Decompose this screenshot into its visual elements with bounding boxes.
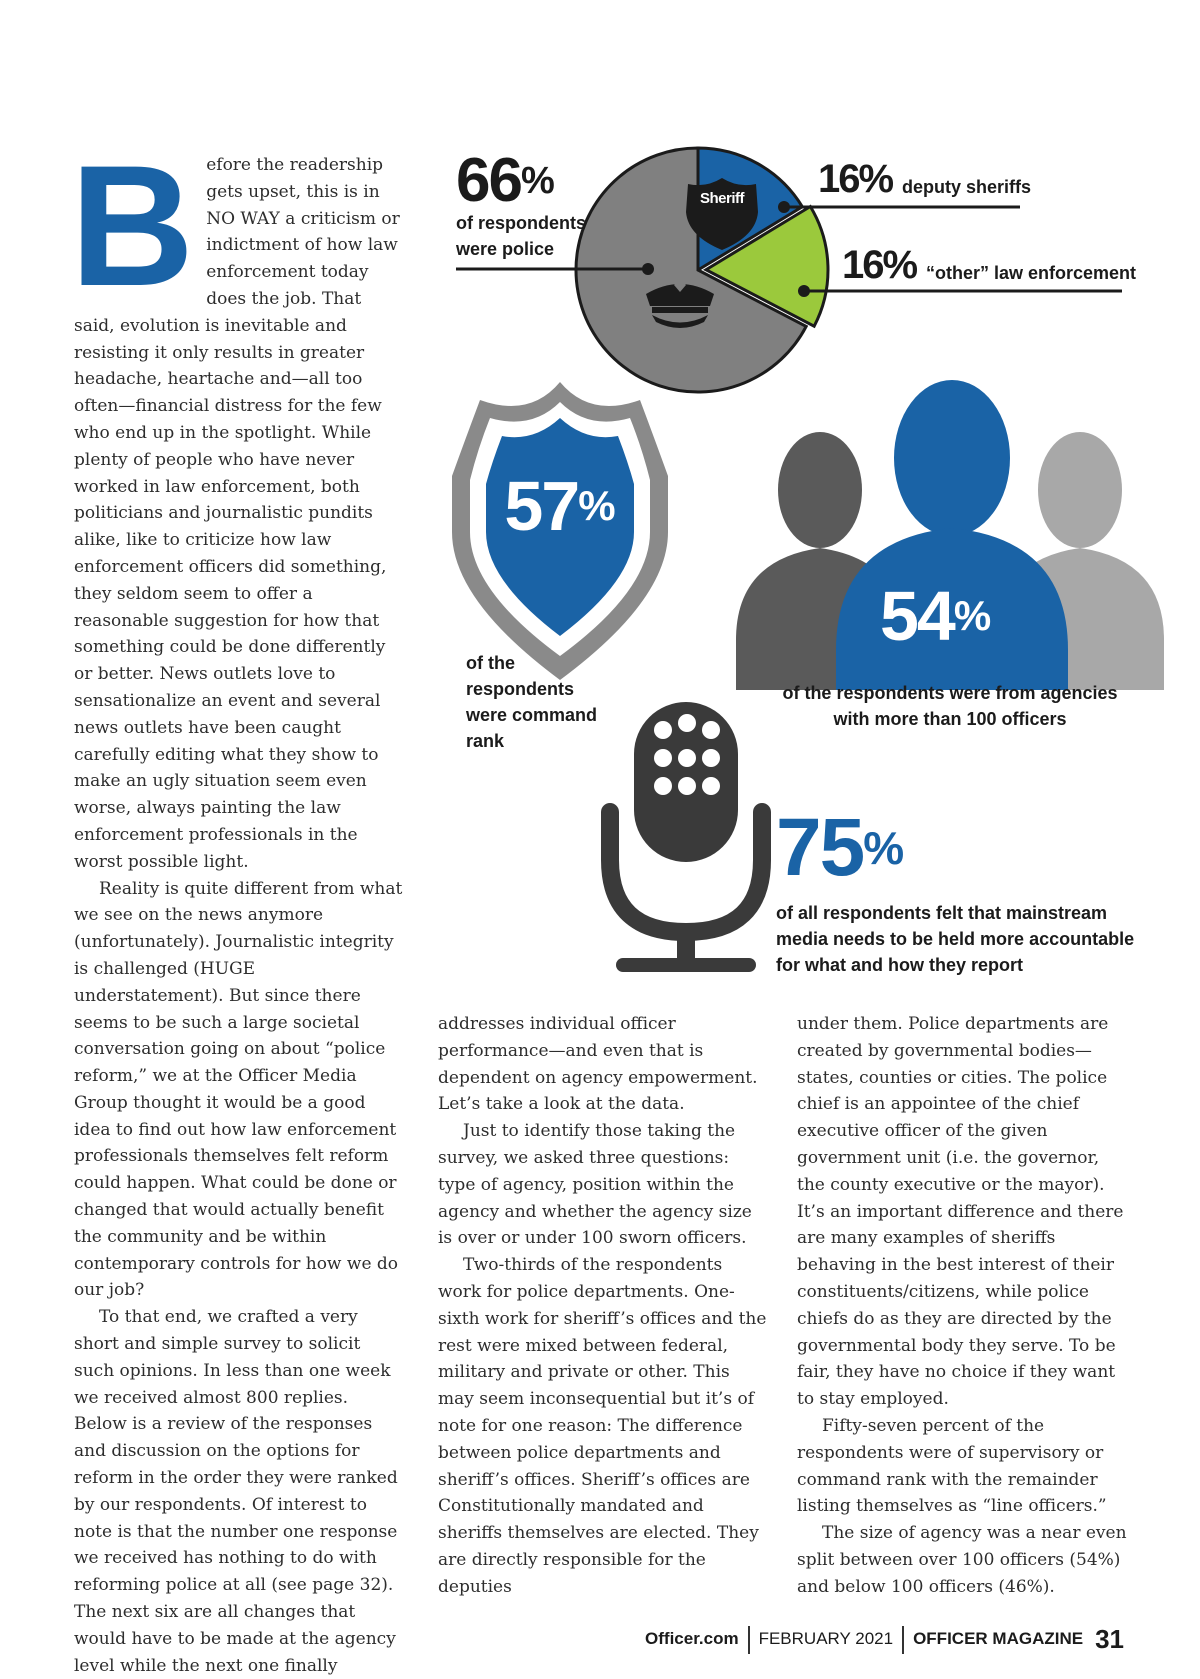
footer-divider bbox=[902, 1626, 904, 1654]
paragraph: Two-thirds of the respondents work for police departments. One-sixth work for sheriff’s offices and the rest were mixed between federal, military and private or other. This may seem inconsequential but it’s of note for one reason: The difference between police departments and sheriff’s offices. Sheriff’s offices are Constitutionally mandated and sheriffs themselves are elected. They are directly responsible for the deputies bbox=[438, 1255, 767, 1597]
article-column-2 bbox=[438, 1011, 768, 1601]
command-label: of the respondents were command rank bbox=[466, 653, 598, 751]
police-label: of respondents were police bbox=[456, 213, 587, 259]
sheriff-badge-text: Sheriff bbox=[700, 190, 745, 207]
media-percent: 75% bbox=[776, 802, 905, 893]
microphone-icon bbox=[610, 702, 762, 972]
other-label: “other” law enforcement bbox=[926, 263, 1137, 283]
other-percent: 16% bbox=[842, 243, 917, 287]
paragraph: Just to identify those taking the survey, we asked three questions: type of agency, position within the agency and whether the agency size is over or under 100 sworn officers. bbox=[438, 1121, 752, 1249]
deputy-percent: 16% bbox=[818, 157, 893, 201]
footer-site: Officer.com bbox=[645, 1628, 739, 1648]
page-number: 31 bbox=[1095, 1624, 1124, 1654]
article-column-3 bbox=[797, 1011, 1127, 1601]
footer-date: FEBRUARY 2021 bbox=[758, 1628, 894, 1648]
footer-magazine: OFFICER MAGAZINE bbox=[913, 1628, 1084, 1648]
media-label: of all respondents felt that mainstream media needs to be held more accountable for what and how they report bbox=[776, 903, 1135, 975]
agencies-label: of the respondents were from agencies with more than 100 officers bbox=[782, 683, 1118, 729]
drop-cap: B bbox=[70, 130, 195, 322]
police-percent: 66% bbox=[456, 146, 555, 215]
paragraph: under them. Police departments are created by governmental bodies—states, counties or cities. The police chief is an appointee of the chief executive officer of the given government unit (i.e. the governor, the county executive or the mayor). It’s an important difference and there are many examples of sheriffs behaving in the best interest of their constituents/citizens, while police chiefs do as they are directed by the governmental body they serve. To be fair, they have no choice if they want to stay employed. bbox=[797, 1014, 1124, 1410]
paragraph: Reality is quite different from what we see on the news anymore (unfortunately). Journalistic integrity is challenged (HUGE understatement). But since there seems to be such a large societal conversation going on about “police reform,” we at the Officer Media Group thought it would be a good idea to find out how law enforcement professionals themselves felt reform could happen. What could be done or changed that would actually benefit the community and be within contemporary controls for how we do our job? bbox=[74, 878, 403, 1301]
footer-divider bbox=[748, 1626, 750, 1654]
paragraph: efore the readership gets upset, this is in NO WAY a criticism or indictment of how law enforcement today does the job. That said, evolution is inevitable and resisting it only results in greater headache, heartache and—all too often—financial distress for the few who end up in the spotlight. While plenty of people who have never worked in law enforcement, both politicians and journalistic pundits alike, like to criticize how law enforcement officers did something, they seldom seem to offer a reasonable suggestion for how that something could be done differently or better. News outlets love to sensationalize an event and several news outlets have been caught carefully editing what they show to make an ugly situation seem even worse, always painting the law enforcement professionals in the worst possible light. bbox=[74, 155, 400, 872]
paragraph: Fifty-seven percent of the respondents were of supervisory or command rank with the remainder listing themselves as “line officers.” bbox=[797, 1415, 1107, 1517]
deputy-label: deputy sheriffs bbox=[902, 177, 1032, 197]
paragraph: The size of agency was a near even split between over 100 officers (54%) and below 100 officers (46%). bbox=[797, 1523, 1127, 1597]
command-percent: 57% bbox=[504, 467, 616, 545]
paragraph: addresses individual officer performance—and even that is dependent on agency empowerment. Let’s take a look at the data. bbox=[438, 1014, 758, 1115]
agencies-percent: 54% bbox=[880, 577, 992, 655]
page-footer bbox=[0, 1624, 1124, 1655]
paragraph: To that end, we crafted a very short and simple survey to solicit such opinions. In less than one week we received almost 800 replies. Below is a review of the responses and discussion on the options for reform in the order they were ranked by our respondents. Of interest to note is that the number one response we received has nothing to do with reforming police at all (see page 32). The next six are all changes that would have to be made at the agency level while the next one finally bbox=[74, 1307, 398, 1676]
